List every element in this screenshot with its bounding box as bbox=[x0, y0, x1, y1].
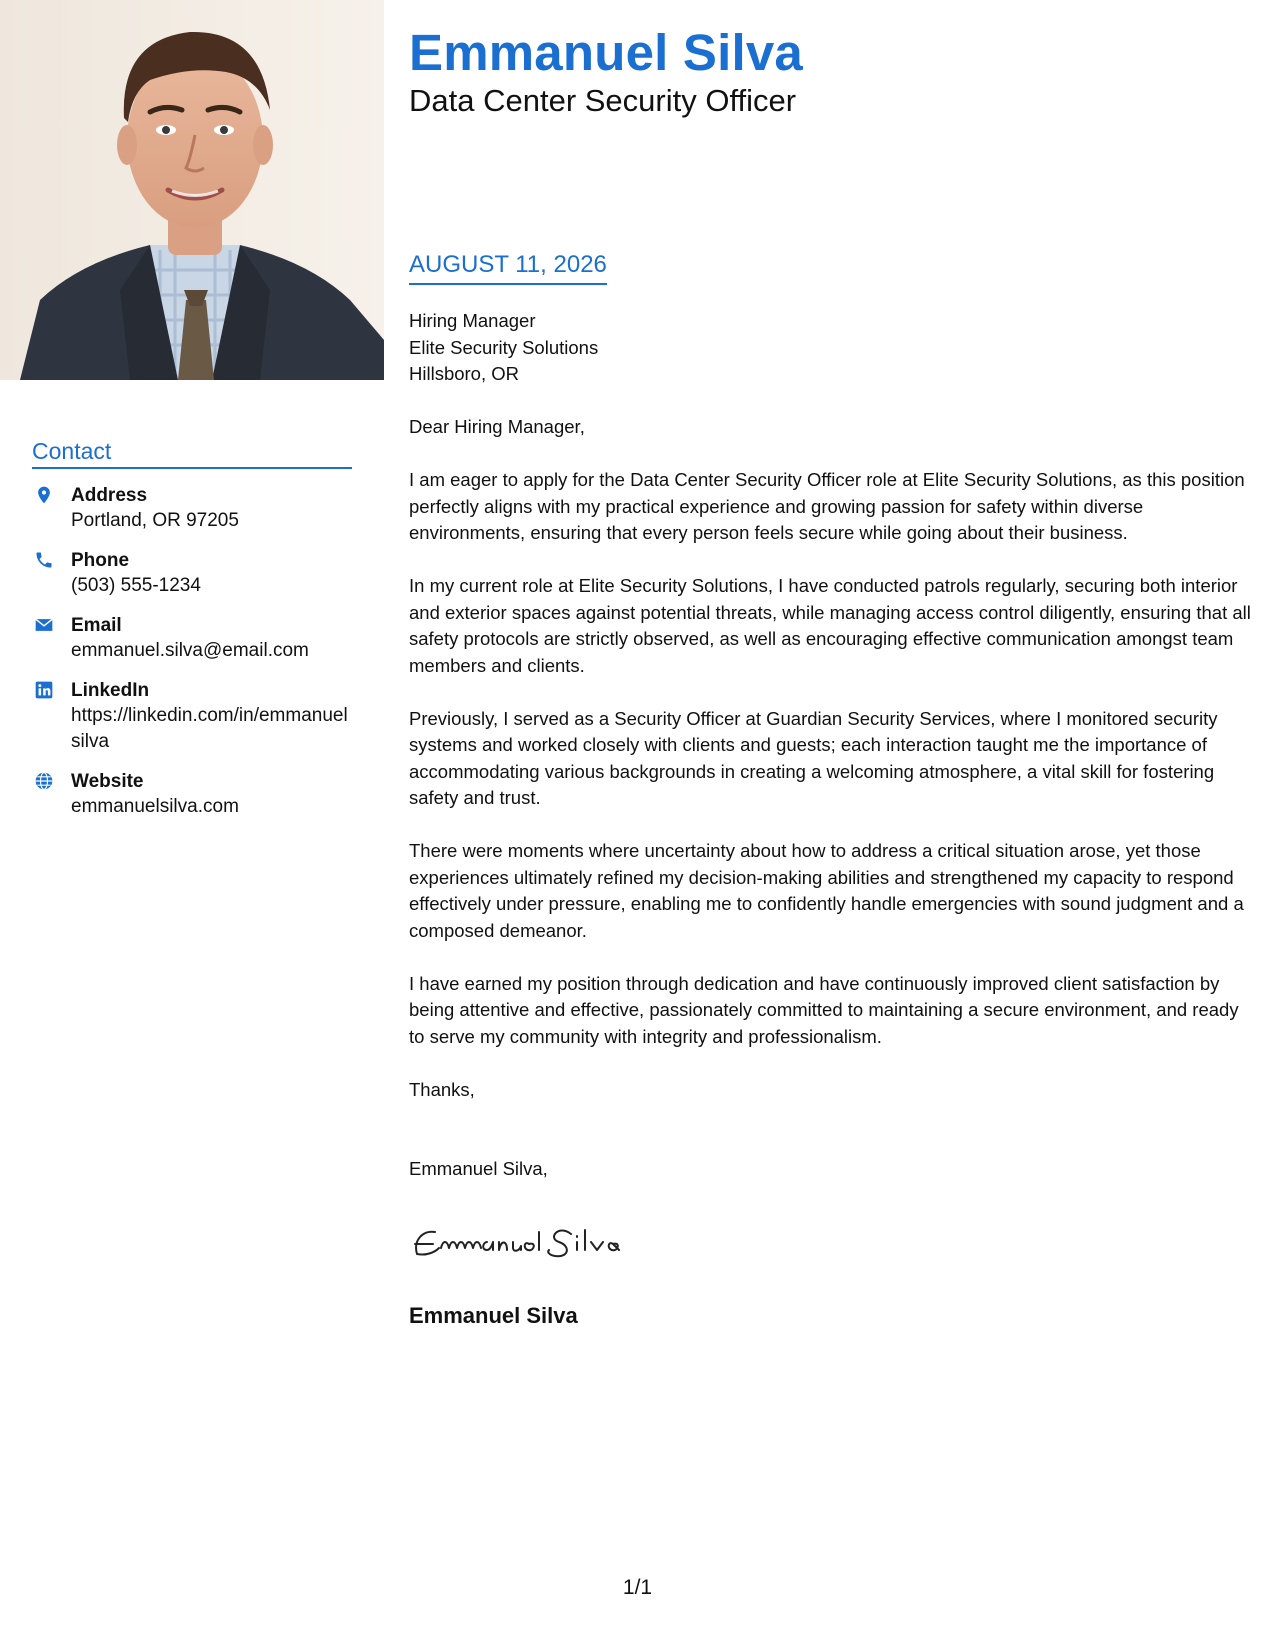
contact-heading: Contact bbox=[32, 436, 352, 469]
map-pin-icon bbox=[34, 485, 54, 505]
recipient-location: Hillsboro, OR bbox=[409, 363, 519, 384]
paragraph: There were moments where uncertainty about how to address a critical situation arose, yet those experiences ultimately refined my decision-making abilities and strengthened my capacity to respond effectively under pressure, enabling me to confidently handle emergencies with sound judgment and a composed demeanor. bbox=[409, 840, 1244, 941]
recipient-title: Hiring Manager bbox=[409, 310, 536, 331]
contact-label: Website bbox=[71, 771, 144, 792]
paragraph: In my current role at Elite Security Solutions, I have conducted patrols regularly, securing both interior and exterior spaces against potential threats, while managing access control diligently, ensuring that all safety protocols are strictly observed, as well as encouraging effective communication amongst team members and clients. bbox=[409, 575, 1251, 676]
address-value: Portland, OR 97205 bbox=[71, 510, 239, 531]
contact-item-address bbox=[32, 483, 352, 534]
job-title: Data Center Security Officer bbox=[409, 83, 797, 118]
profile-photo bbox=[0, 0, 384, 380]
page-number: 1/1 bbox=[622, 1576, 653, 1599]
candidate-name: Emmanuel Silva bbox=[409, 24, 803, 81]
paragraph: I have earned my position through dedication and have continuously improved client satisfaction by being attentive and effective, passionately committed to maintaining a secure environment, and ready to serve my community with integrity and professionalism. bbox=[409, 972, 1239, 1047]
letter-body bbox=[409, 308, 1254, 1183]
signature-image bbox=[409, 1210, 669, 1270]
salutation: Dear Hiring Manager, bbox=[409, 416, 585, 437]
handwritten-signature bbox=[409, 1210, 669, 1270]
phone-icon bbox=[34, 550, 54, 570]
letter-date: AUGUST 11, 2026 bbox=[409, 250, 607, 285]
contact-item-email bbox=[32, 613, 352, 664]
paragraph: Previously, I served as a Security Officer at Guardian Security Services, where I monitored security systems and worked closely with clients and guests; each interaction taught me the importance of accommodating various backgrounds in creating a welcoming atmosphere, a vital skill for fostering safety and trust. bbox=[409, 707, 1218, 808]
recipient-company: Elite Security Solutions bbox=[409, 336, 599, 358]
email-value[interactable]: emmanuel.silva@email.com bbox=[71, 640, 309, 661]
portrait-illustration bbox=[0, 0, 384, 380]
linkedin-icon bbox=[34, 680, 54, 700]
contact-item-phone bbox=[32, 548, 352, 599]
contact-item-website bbox=[32, 769, 352, 820]
signed-name: Emmanuel Silva bbox=[409, 1303, 578, 1328]
contact-sidebar bbox=[32, 436, 352, 820]
linkedin-value[interactable]: https://linkedin.com/in/emmanuelsilva bbox=[71, 705, 348, 752]
paragraph: I am eager to apply for the Data Center Security Officer role at Elite Security Solutions, as this position perfectly aligns with my practical experience and growing passion for safety within diverse environments, ensuring that every person feels secure while going about their business. bbox=[409, 469, 1245, 543]
recipient-block bbox=[409, 308, 1254, 388]
globe-icon bbox=[34, 771, 54, 791]
phone-value[interactable]: (503) 555-1234 bbox=[71, 575, 201, 596]
sign-off: Emmanuel Silva, bbox=[409, 1158, 548, 1179]
contact-label: Address bbox=[71, 485, 148, 506]
website-value[interactable]: emmanuelsilva.com bbox=[71, 796, 239, 817]
contact-label: LinkedIn bbox=[71, 680, 150, 701]
contact-label: Email bbox=[71, 615, 122, 636]
envelope-icon bbox=[34, 615, 54, 635]
closing: Thanks, bbox=[409, 1078, 475, 1100]
header bbox=[409, 22, 803, 120]
contact-item-linkedin bbox=[32, 678, 352, 755]
contact-label: Phone bbox=[71, 550, 130, 571]
